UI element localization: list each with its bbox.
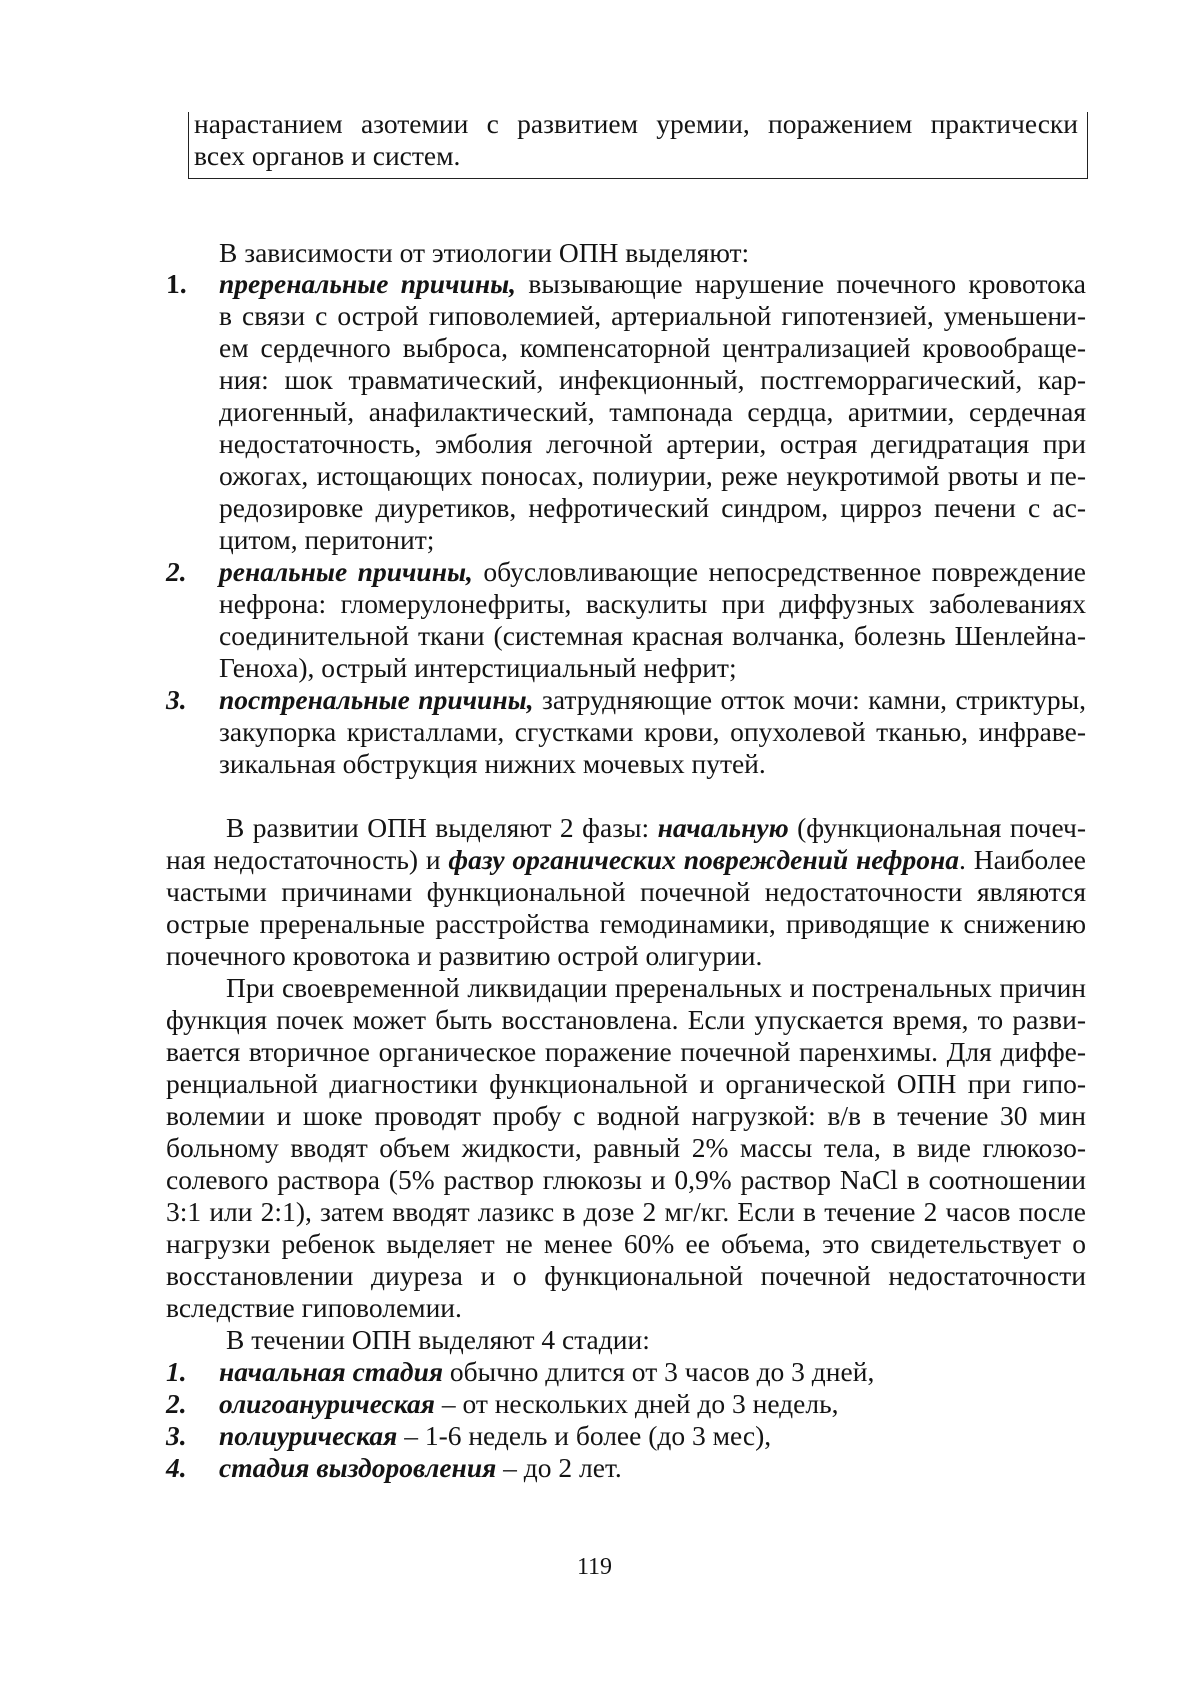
paragraph-line: частыми причинами функциональной почечной недостаточности являются bbox=[166, 876, 1086, 907]
paragraph-line: солевого раствора (5% раствор глюкозы и 0,9% раствор NaCl в соотношении bbox=[166, 1164, 1086, 1195]
stage-term: стадия выздоровления bbox=[219, 1452, 497, 1483]
list-item-first-line: ренальные причины, обусловливающие непосредственное повреждение bbox=[219, 556, 1086, 587]
page-number: 119 bbox=[576, 1554, 613, 1580]
paragraph-line: ренциальной диагностики функциональной и органической ОПН при гипо- bbox=[166, 1068, 1086, 1099]
paragraph-line: больному вводят объем жидкости, равный 2% массы тела, в виде глюкозо- bbox=[166, 1132, 1086, 1163]
term-organic-phase: фазу органических повреждений нефрона bbox=[448, 844, 959, 875]
stage-number: 3. bbox=[166, 1420, 187, 1451]
paragraph-line: волемии и шоке проводят пробу с водной нагрузкой: в/в в течение 30 мин bbox=[166, 1100, 1086, 1131]
list-item-line: в связи с острой гиповолемией, артериальной гипотензией, уменьшени- bbox=[219, 300, 1086, 331]
stage-number: 2. bbox=[166, 1388, 187, 1419]
paragraph-line: острые преренальные расстройства гемодинамики, приводящие к снижению bbox=[166, 908, 1086, 939]
list-item-first-line: постренальные причины, затрудняющие отток мочи: камни, стриктуры, bbox=[219, 684, 1087, 715]
box-line: нарастанием азотемии с развитием уремии, поражением практически bbox=[194, 108, 1078, 139]
list-item-first-line: преренальные причины, вызывающие нарушение почечного кровотока bbox=[219, 268, 1087, 299]
stage-term: начальная стадия bbox=[219, 1356, 444, 1387]
list-item-line: Геноха), острый интерстициальный нефрит; bbox=[219, 652, 737, 683]
paragraph-line: При своевременной ликвидации преренальных и постренальных причин bbox=[226, 972, 1086, 1003]
box-line: всех органов и систем. bbox=[194, 140, 461, 171]
stage-item: начальная стадия обычно длится от 3 часов до 3 дней, bbox=[219, 1356, 875, 1387]
etiology-intro: В зависимости от этиологии ОПН выделяют: bbox=[219, 237, 750, 268]
list-item-line: зикальная обструкция нижних мочевых путей. bbox=[219, 748, 766, 779]
list-item-line: редозировке диуретиков, нефротический синдром, цирроз печени с ас- bbox=[219, 492, 1086, 523]
paragraph-line: ная недостаточность) и фазу органических повреждений нефрона. Наиболее bbox=[166, 844, 1086, 875]
paragraph-line: функция почек может быть восстановлена. Если упускается время, то разви- bbox=[166, 1004, 1086, 1035]
paragraph-line: восстановлении диуреза и о функциональной почечной недостаточности bbox=[166, 1260, 1086, 1291]
term-prerenal: преренальные причины, bbox=[219, 268, 517, 299]
stages-intro: В течении ОПН выделяют 4 стадии: bbox=[226, 1324, 650, 1355]
stage-number: 1. bbox=[166, 1356, 187, 1387]
stage-term: олигоанурическая bbox=[219, 1388, 435, 1419]
list-item-line: ожогах, истощающих поносах, полиурии, реже неукротимой рвоты и пе- bbox=[219, 460, 1086, 491]
stage-item: олигоанурическая – от нескольких дней до 3 недель, bbox=[219, 1388, 839, 1419]
list-number: 1. bbox=[166, 268, 187, 299]
paragraph-line: почечного кровотока и развитию острой олигурии. bbox=[166, 940, 763, 971]
term-postrenal: постренальные причины, bbox=[219, 684, 534, 715]
list-number: 3. bbox=[166, 684, 187, 715]
stage-item: полиурическая – 1-6 недель и более (до 3 мес), bbox=[219, 1420, 772, 1451]
term-renal: ренальные причины, bbox=[219, 556, 473, 587]
paragraph-line: нагрузки ребенок выделяет не менее 60% ее объема, это свидетельствует о bbox=[166, 1228, 1086, 1259]
paragraph-line: В развитии ОПН выделяют 2 фазы: начальную (функциональная почеч- bbox=[226, 812, 1086, 843]
list-number: 2. bbox=[166, 556, 187, 587]
paragraph-line: 3:1 или 2:1), затем вводят лазикс в дозе 2 мг/кг. Если в течение 2 часов после bbox=[166, 1196, 1086, 1227]
list-item-line: ем сердечного выброса, компенсаторной централизацией кровообраще- bbox=[219, 332, 1086, 363]
term-initial-phase: начальную bbox=[657, 812, 789, 843]
paragraph-line: вается вторичное органическое поражение почечной паренхимы. Для диффе- bbox=[166, 1036, 1086, 1067]
stage-number: 4. bbox=[166, 1452, 187, 1483]
list-item-line: диогенный, анафилактический, тампонада сердца, аритмии, сердечная bbox=[219, 396, 1086, 427]
list-item-line: соединительной ткани (системная красная волчанка, болезнь Шенлейна- bbox=[219, 620, 1086, 651]
list-item-line: нефрона: гломерулонефриты, васкулиты при диффузных заболеваниях bbox=[219, 588, 1086, 619]
list-item-line: ния: шок травматический, инфекционный, постгеморрагический, кар- bbox=[219, 364, 1086, 395]
list-item-line: закупорка кристаллами, сгустками крови, опухолевой тканью, инфраве- bbox=[219, 716, 1086, 747]
list-item-line: цитом, перитонит; bbox=[219, 524, 435, 555]
stage-term: полиурическая bbox=[219, 1420, 398, 1451]
list-item-line: недостаточность, эмболия легочной артерии, острая дегидратация при bbox=[219, 428, 1086, 459]
paragraph-line: вследствие гиповолемии. bbox=[166, 1292, 462, 1323]
stage-item: стадия выздоровления – до 2 лет. bbox=[219, 1452, 622, 1483]
